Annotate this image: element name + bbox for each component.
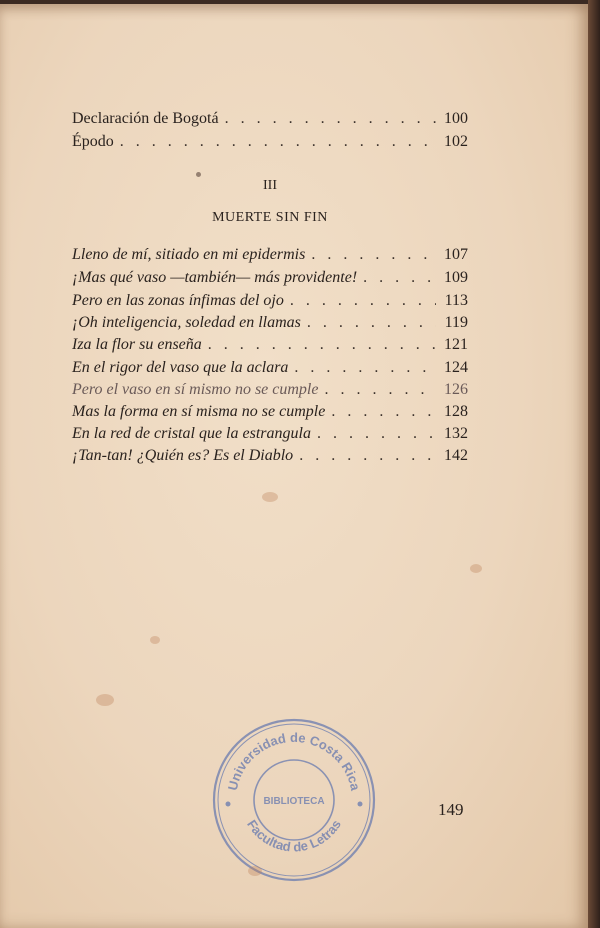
toc-entry-page: 119	[444, 314, 468, 331]
paper-stain	[96, 694, 114, 706]
toc-entry-title: ¡Tan-tan! ¿Quién es? Es el Diablo	[72, 447, 294, 464]
ink-speck	[196, 172, 201, 177]
toc-entry-title: ¡Mas qué vaso —también— más providente!	[72, 269, 358, 286]
toc-entry-title: Épodo	[72, 133, 114, 150]
toc-entry	[72, 312, 468, 334]
stamp-center-text: BIBLIOTECA	[263, 796, 325, 807]
toc-entry-page: 128	[444, 403, 468, 420]
dot-leader	[290, 290, 436, 312]
section-title: MUERTE SIN FIN	[212, 210, 328, 225]
dot-leader	[225, 108, 436, 130]
toc-entry-page: 121	[444, 336, 468, 353]
toc-entry-title: En la red de cristal que la estrangula	[72, 425, 311, 442]
toc-entry-epodo	[72, 131, 468, 153]
dot-leader	[208, 334, 436, 356]
dot-leader	[299, 445, 436, 467]
toc-entry	[72, 290, 468, 312]
toc-entry-page: 113	[444, 292, 468, 309]
toc-entry-title: Pero en las zonas ínfimas del ojo	[72, 292, 284, 309]
toc-entry	[72, 357, 468, 379]
dot-leader	[317, 423, 436, 445]
book-spine-edge	[588, 0, 600, 928]
toc-entry-page: 107	[444, 246, 468, 263]
toc-entry-title: Mas la forma en sí misma no se cumple	[72, 403, 326, 420]
dot-leader	[311, 244, 436, 266]
toc-entry-page: 124	[444, 359, 468, 376]
toc-entry	[72, 244, 468, 266]
toc-entry	[72, 267, 468, 289]
toc-entry	[72, 401, 468, 423]
toc-entry	[72, 423, 468, 445]
toc-entry-page: 142	[444, 447, 468, 464]
dot-leader	[307, 312, 436, 334]
toc-entry	[72, 445, 468, 467]
paper-stain	[262, 492, 278, 502]
toc-entry-page: 132	[444, 425, 468, 442]
stamp-top-text: Universidad de Costa Rica	[224, 730, 364, 792]
section-number: III	[263, 178, 277, 193]
dot-leader	[363, 267, 436, 289]
toc-entry-title: ¡Oh inteligencia, soledad en llamas	[72, 314, 301, 331]
toc-entry	[72, 334, 468, 356]
toc-entry	[72, 379, 468, 401]
paper-stain	[150, 636, 160, 644]
book-page	[0, 4, 588, 928]
toc-entry-title: Pero el vaso en sí mismo no se cumple	[72, 381, 319, 398]
dot-leader	[294, 357, 436, 379]
paper-stain	[470, 564, 482, 573]
dot-leader	[331, 401, 436, 423]
toc-entry-page: 102	[444, 133, 468, 150]
toc-entry-page: 126	[444, 381, 468, 398]
toc-entry-page: 100	[444, 110, 468, 127]
dot-leader	[324, 379, 436, 401]
toc-entry-title: Declaración de Bogotá	[72, 110, 219, 127]
toc-entry-title: Lleno de mí, sitiado en mi epidermis	[72, 246, 306, 263]
library-stamp	[206, 708, 382, 884]
paper-stain	[248, 866, 262, 876]
page-number: 149	[438, 800, 464, 819]
dot-leader	[120, 131, 436, 153]
toc-entry-title: En el rigor del vaso que la aclara	[72, 359, 289, 376]
stamp-bottom-text: Facultad de Letras	[244, 817, 344, 855]
toc-entry-declaracion	[72, 108, 468, 130]
toc-entry-title: Iza la flor su enseña	[72, 336, 202, 353]
toc-entry-page: 109	[444, 269, 468, 286]
